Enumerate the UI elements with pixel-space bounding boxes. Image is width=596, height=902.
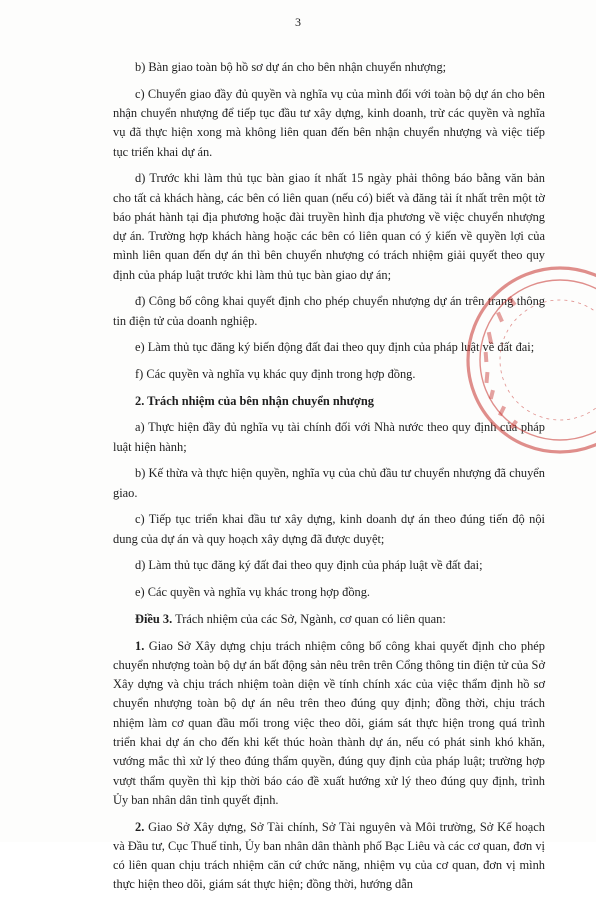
paragraph-construction-dept bbox=[113, 637, 545, 811]
paragraph-land-registration: e) Làm thủ tục đăng ký biến động đất đai theo quy định của pháp luật về đất đai; bbox=[135, 340, 535, 355]
document-body bbox=[113, 58, 545, 902]
article-3-heading bbox=[113, 610, 545, 629]
item-1-number: 1. bbox=[135, 638, 145, 653]
page-number: 3 bbox=[295, 15, 301, 29]
paragraph-continue-project: c) Tiếp tục triển khai đầu tư xây dựng, kinh doanh dự án theo đúng tiến độ nội dung của dự án và quy hoạch xây dựng đã được duyệt; bbox=[113, 512, 545, 546]
paragraph-inherit-rights: b) Kế thừa và thực hiện quyền, nghĩa vụ của chủ đầu tư chuyển nhượng đã chuyển giao. bbox=[113, 466, 545, 500]
paragraph-financial-obligations: a) Thực hiện đầy đủ nghĩa vụ tài chính đối với Nhà nước theo quy định của pháp luật hiện hành; bbox=[113, 420, 545, 454]
article-3-title: Trách nhiệm của các Sở, Ngành, cơ quan có liên quan: bbox=[175, 611, 446, 626]
item-2-text: Giao Sở Xây dựng, Sở Tài chính, Sở Tài nguyên và Môi trường, Sở Kế hoạch và Đầu tư, Cục Thuế tỉnh, Ủy ban nhân dân thành phố Bạc Liêu và các cơ quan, đơn vị có liên quan chịu trách nhiệm căn cứ chức năng, nhiệm vụ của cơ quan, đơn vị mình thực hiện theo dõi, giám sát thực hiện; đồng thời, hướng dẫn bbox=[113, 819, 545, 892]
paragraph-contract-rights: e) Các quyền và nghĩa vụ khác trong hợp đồng. bbox=[135, 585, 371, 600]
paragraph-register-land: d) Làm thủ tục đăng ký đất đai theo quy định của pháp luật về đất đai; bbox=[135, 558, 483, 573]
paragraph-notify-customers: d) Trước khi làm thủ tục bàn giao ít nhất 15 ngày phải thông báo bằng văn bản cho tất cả khách hàng, các bên có liên quan (nếu có) biết và đăng tải ít nhất trên một tờ báo phát hành tại địa phương hoặc đài truyền hình địa phương về việc chuyển nhượng dự án. Trường hợp khách hàng hoặc các bên có liên quan có ý kiến về quyền lợi của mình liên quan đến dự án thì bên chuyển nhượng có trách nhiệm giải quyết theo quy định của pháp luật trước khi làm thủ tục bàn giao dự án; bbox=[113, 171, 545, 282]
item-2-number: 2. bbox=[135, 819, 145, 834]
article-3-label: Điều 3. bbox=[135, 611, 173, 626]
paragraph-departments bbox=[113, 818, 545, 895]
paragraph-transfer-rights: c) Chuyển giao đầy đủ quyền và nghĩa vụ của mình đối với toàn bộ dự án cho bên nhận chuyển nhượng để tiếp tục đầu tư xây dựng, kinh doanh, trừ các quyền và nghĩa vụ đã thực hiện xong mà không liên quan đến bên nhận chuyển nhượng và việc tiếp tục triển khai dự án. bbox=[113, 86, 545, 159]
paragraph-transfer-dossier: b) Bàn giao toàn bộ hồ sơ dự án cho bên nhận chuyển nhượng; bbox=[135, 60, 447, 74]
paragraph-publish-decision: đ) Công bố công khai quyết định cho phép chuyển nhượng dự án trên trang thông tin điện tử của doanh nghiệp. bbox=[113, 294, 545, 328]
item-1-text: Giao Sở Xây dựng chịu trách nhiệm công bố công khai quyết định cho phép chuyển nhượng toàn bộ dự án bất động sản nêu trên trên Cổng thông tin điện tử của Sở Xây dựng và chịu trách nhiệm toàn diện về tính chính xác của việc thẩm định hồ sơ chuyển nhượng toàn bộ dự án nêu trên theo đúng quy định; đồng thời, chịu trách nhiệm làm cơ quan đầu mối trong việc theo dõi, giám sát thực hiện trong quá trình triển khai dự án cho đến khi kết thúc hoàn thành dự án, nếu có phát sinh khó khăn, vướng mắc thì xử lý theo đúng thẩm quyền, đúng quy định của pháp luật; trường hợp vượt thẩm quyền thì kịp thời báo cáo đề xuất hướng xử lý theo đúng quy định, trình Ủy ban nhân dân tỉnh quyết định. bbox=[113, 638, 545, 807]
section-heading-transferee: 2. Trách nhiệm của bên nhận chuyển nhượng bbox=[135, 393, 374, 408]
paragraph-other-rights: f) Các quyền và nghĩa vụ khác quy định trong hợp đồng. bbox=[135, 367, 416, 382]
